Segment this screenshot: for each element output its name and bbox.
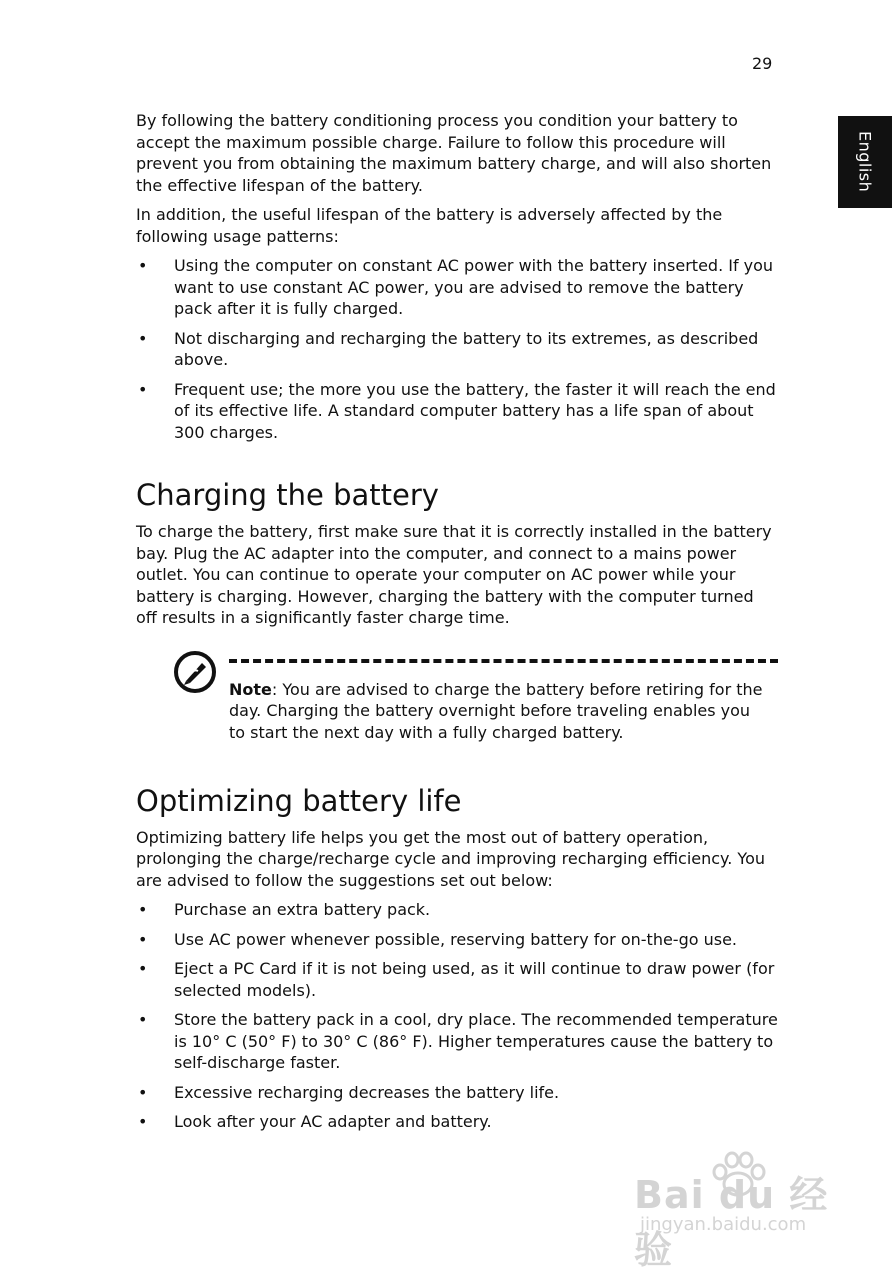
list-item: • Excessive recharging decreases the battery life.	[136, 1082, 778, 1104]
list-item: • Purchase an extra battery pack.	[136, 899, 778, 921]
intro-paragraph-1: By following the battery conditioning process you condition your battery to accept the maximum possible charge. Failure to follow this procedure will prevent you from obtaining the maximum battery charge, and will also shorten the effective lifespan of the battery.	[136, 111, 772, 195]
intro-paragraph-2: In addition, the useful lifespan of the battery is adversely affected by the following usage patterns:	[136, 205, 723, 246]
list-item: • Store the battery pack in a cool, dry place. The recommended temperature is 10° C (50° F) to 30° C (86° F). Higher temperatures cause the battery to self-discharge faster.	[136, 1009, 778, 1074]
optimizing-heading: Optimizing battery life	[136, 783, 462, 818]
note-pen-icon	[172, 649, 218, 695]
list-item: • Using the computer on constant AC power with the battery inserted. If you want to use constant AC power, you are advised to remove the battery pack after it is fully charged.	[136, 255, 778, 320]
suggestions-list	[136, 899, 778, 1133]
note-box	[136, 645, 778, 749]
list-item: • Not discharging and recharging the battery to its extremes, as described above.	[136, 328, 778, 371]
charging-section	[136, 477, 778, 749]
charging-paragraph: To charge the battery, first make sure that it is correctly installed in the battery bay. Plug the AC adapter into the computer, and connect to a mains power outlet. You can continue to operate your computer on AC power while your battery is charging. However, charging the battery with the computer turned off results in a significantly faster charge time.	[136, 522, 772, 627]
optimizing-section	[136, 783, 778, 1133]
note-label: Note	[229, 679, 272, 699]
note-divider	[229, 659, 778, 663]
note-text	[229, 679, 769, 744]
language-tab-label: English	[855, 131, 875, 193]
charging-heading: Charging the battery	[136, 478, 439, 512]
watermark-brand: Bai du 经验	[634, 1173, 829, 1272]
page-number: 29	[752, 54, 773, 73]
list-item: • Look after your AC adapter and battery.	[136, 1111, 778, 1133]
page-content	[136, 110, 778, 1141]
note-body: : You are advised to charge the battery before retiring for the day. Charging the battery overnight before traveling enables you to start the next day with a fully charged battery.	[229, 679, 763, 742]
list-item: • Use AC power whenever possible, reserving battery for on-the-go use.	[136, 929, 778, 951]
list-item: • Frequent use; the more you use the battery, the faster it will reach the end of its effective life. A standard computer battery has a life span of about 300 charges.	[136, 379, 778, 444]
baidu-watermark	[634, 1150, 844, 1272]
list-item: • Eject a PC Card if it is not being used, as it will continue to draw power (for selected models).	[136, 958, 778, 1001]
optimizing-paragraph: Optimizing battery life helps you get the most out of battery operation, prolonging the charge/recharge cycle and improving recharging efficiency. You are advised to follow the suggestions set out below:	[136, 827, 765, 890]
language-tab	[838, 116, 892, 208]
usage-patterns-list	[136, 255, 778, 443]
watermark-url: jingyan.baidu.com	[640, 1214, 807, 1235]
